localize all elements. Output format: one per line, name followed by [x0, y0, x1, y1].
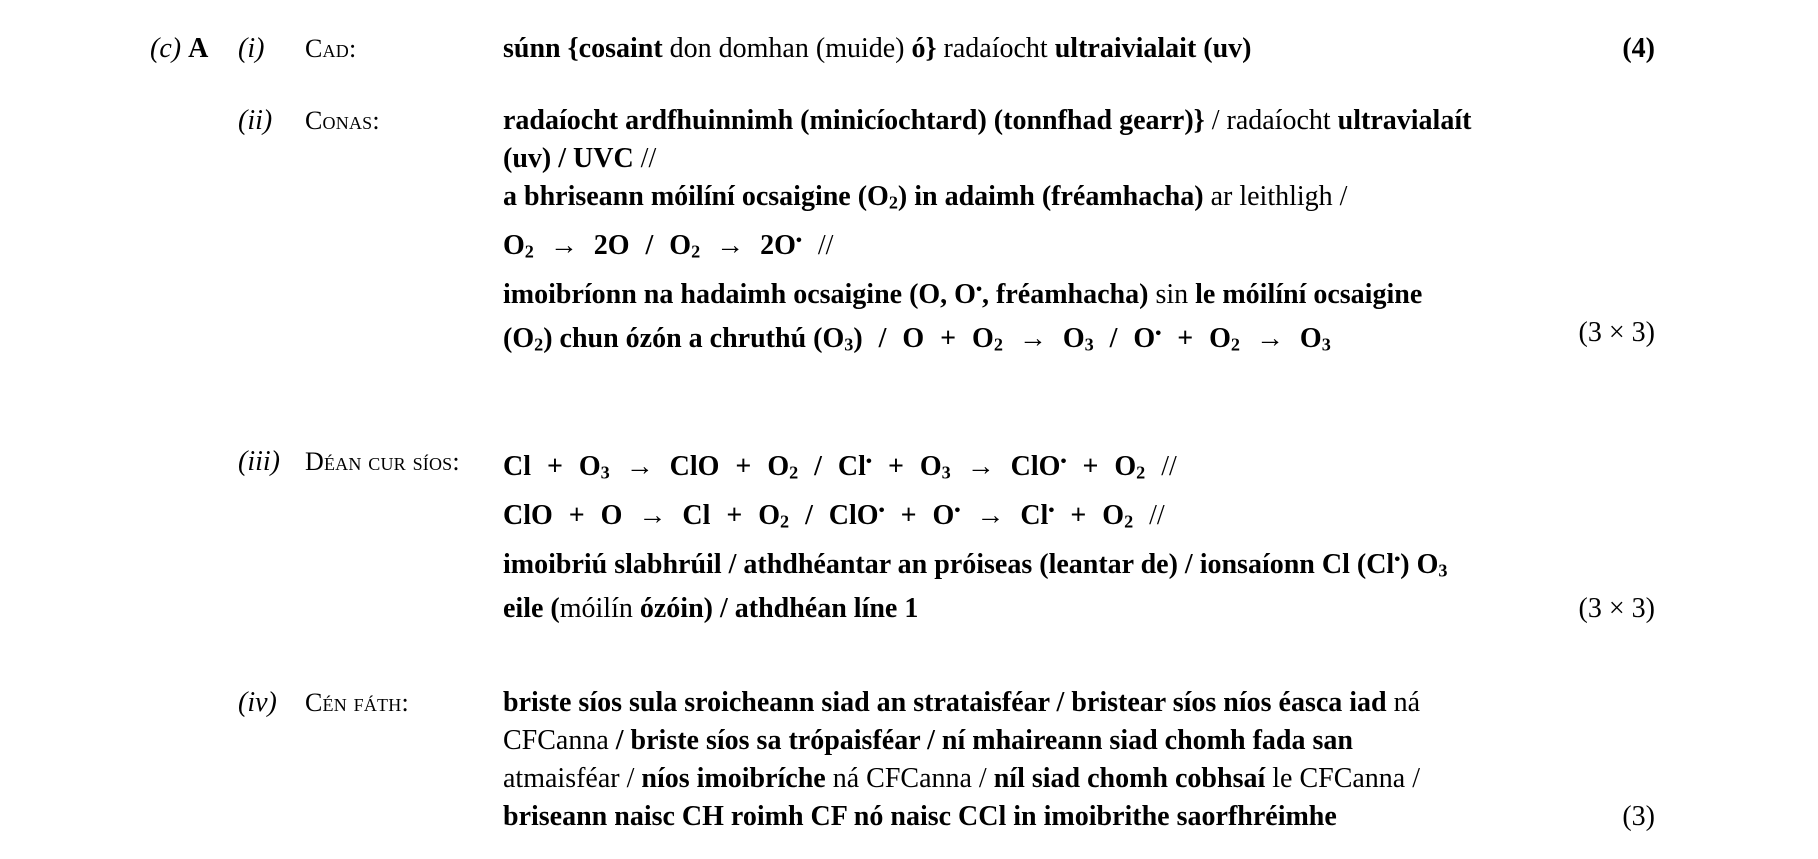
- section-a-label: A: [188, 33, 209, 64]
- answer-body-iii: [503, 443, 1655, 628]
- body-line: [503, 684, 1655, 722]
- line-text: briseann naisc CH roimh CF nó naisc CCl in imoibrithe saorfhréimhe: [503, 800, 1337, 832]
- item-number-iii: (iii): [238, 445, 280, 477]
- part-label: [150, 30, 238, 68]
- line-text: ClO + O → Cl + O2 / ClO• + O• → Cl• + O2 //: [503, 500, 1165, 532]
- item-number-ii: (ii): [238, 105, 273, 136]
- answer-block-iv: [150, 684, 1655, 836]
- item-number-i: (i): [238, 33, 265, 64]
- line-text: súnn {cosaint don domhan (muide) ó} radaíocht ultraivialait (uv): [503, 33, 1252, 64]
- line-text: Cl + O3 → ClO + O2 / Cl• + O3 → ClO• + O2 //: [503, 451, 1177, 483]
- body-line: [503, 314, 1655, 363]
- answer-block-iii: [150, 443, 1655, 628]
- answer-block-ii: [150, 102, 1655, 363]
- line-text: (O2) chun ózón a chruthú (O3) / O + O2 → O3 / O• + O2 → O3: [503, 322, 1331, 354]
- line-text: CFCanna / briste síos sa trópaisféar / ní mhaireann siad chomh fada san: [503, 724, 1353, 756]
- line-text: O2 → 2O / O2 → 2O• //: [503, 229, 834, 262]
- marks-value: (4): [1622, 33, 1655, 64]
- line-text: a bhriseann móilíní ocsaigine (O2) in adaimh (fréamhacha) ar leithligh /: [503, 181, 1348, 213]
- body-line: [503, 760, 1655, 798]
- body-line: [503, 140, 1655, 178]
- body-line: [503, 102, 1655, 140]
- marks-value: (3 × 3): [1578, 316, 1655, 348]
- line-text: briste síos sula sroicheann siad an strataisféar / bristear síos níos éasca iad ná: [503, 686, 1421, 718]
- answer-body-ii: [503, 102, 1655, 363]
- answer-body-i: [503, 30, 1655, 68]
- body-line: [503, 722, 1655, 760]
- body-line: [503, 178, 1655, 221]
- item-label-cen-fath: Cén fáth:: [305, 687, 409, 717]
- line-text: imoibríonn na hadaimh ocsaigine (O, O•, fréamhacha) sin le móilíní ocsaigine: [503, 278, 1423, 310]
- line-text: imoibriú slabhrúil / athdhéantar an próiseas (leantar de) / ionsaíonn Cl (Cl•) O3: [503, 549, 1448, 581]
- marks-value: (3 × 3): [1578, 592, 1655, 624]
- item-label-conas: Conas:: [305, 106, 380, 135]
- item-number-iv: (iv): [238, 686, 277, 718]
- body-line: [503, 492, 1655, 541]
- body-line: [503, 221, 1655, 270]
- body-line: [503, 541, 1655, 590]
- item-label-dean-cur-sios: Déan cur síos:: [305, 446, 460, 476]
- line-text: radaíocht ardfhuinnimh (minicíochtard) (tonnfhad gearr)} / radaíocht ultravialaít: [503, 105, 1472, 136]
- item-label-cad: Cad:: [305, 34, 357, 63]
- body-line: [503, 590, 1655, 628]
- body-line: [503, 443, 1655, 492]
- body-line: [503, 798, 1655, 836]
- answer-body-iv: [503, 684, 1655, 836]
- answer-block-i: [150, 30, 1655, 68]
- body-line: [503, 30, 1655, 68]
- marks-value: (3): [1622, 800, 1655, 832]
- line-text: (uv) / UVC //: [503, 143, 657, 174]
- body-line: [503, 270, 1655, 314]
- line-text: eile (móilín ózóin) / athdhéan líne 1: [503, 592, 919, 624]
- part-c-label: (c): [150, 33, 182, 64]
- line-text: atmaisféar / níos imoibríche ná CFCanna / níl siad chomh cobhsaí le CFCanna /: [503, 762, 1421, 794]
